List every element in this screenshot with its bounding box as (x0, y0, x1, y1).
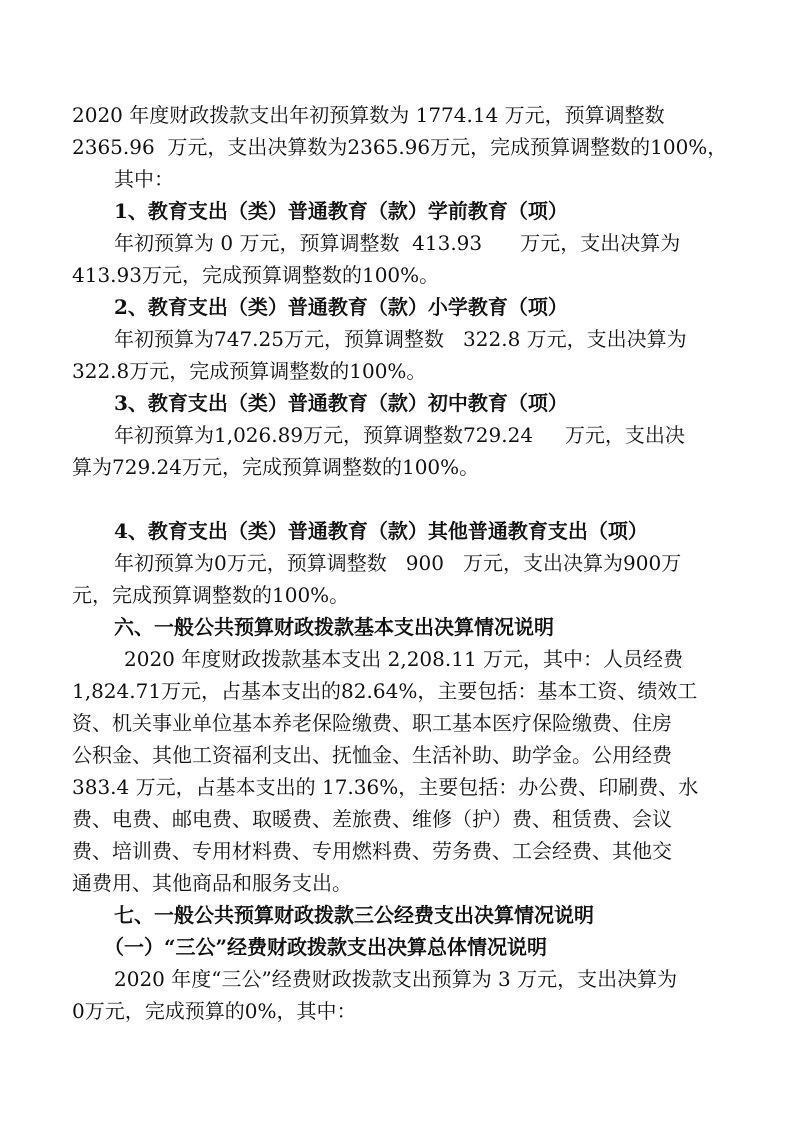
section-heading: 六、一般公共预算财政拨款基本支出决算情况说明 (114, 615, 554, 639)
text-line: 0万元，完成预算的0%，其中： (72, 999, 357, 1023)
text-line: 通费用、其他商品和服务支出。 (72, 871, 352, 895)
text-line: 1,824.71万元，占基本支出的82.64%，主要包括：基本工资、绩效工 (72, 679, 698, 703)
text-line: 年初预算为747.25万元，预算调整数 322.8 万元，支出决算为 (114, 327, 687, 351)
text-line: 年初预算为0万元，预算调整数 900 万元，支出决算为900万 (114, 551, 682, 575)
text-line: 年初预算为1,026.89万元，预算调整数729.24 万元，支出决 (114, 423, 685, 447)
text-line: 2020 年度“三公”经费财政拨款支出预算为 3 万元，支出决算为 (114, 967, 678, 991)
subsection-heading: （一）“三公”经费财政拨款支出决算总体情况说明 (104, 935, 548, 959)
text-line: 公积金、其他工资福利支出、抚恤金、生活补助、助学金。公用经费 (72, 743, 672, 767)
section-heading: 1、教育支出（类）普通教育（款）学前教育（项） (114, 199, 568, 223)
text-line: 算为729.24万元，完成预算调整数的100%。 (72, 455, 480, 479)
text-line: 费、电费、邮电费、取暖费、差旅费、维修（护）费、租赁费、会议 (72, 807, 672, 831)
text-line: 322.8万元，完成预算调整数的100%。 (72, 359, 427, 383)
section-heading: 4、教育支出（类）普通教育（款）其他普通教育支出（项） (114, 519, 648, 543)
text-line: 费、培训费、专用材料费、专用燃料费、劳务费、工会经费、其他交 (72, 839, 672, 863)
text-line: 年初预算为 0 万元，预算调整数 413.93 万元，支出决算为 (114, 231, 681, 255)
text-line: 383.4 万元，占基本支出的 17.36%，主要包括：办公费、印刷费、水 (72, 775, 699, 799)
text-line: 2020 年度财政拨款支出年初预算数为 1774.14 万元，预算调整数 (72, 103, 665, 127)
section-heading: 2、教育支出（类）普通教育（款）小学教育（项） (114, 295, 568, 319)
text-line: 2020 年度财政拨款基本支出 2,208.11 万元，其中：人员经费 (124, 647, 684, 671)
text-line: 资、机关事业单位基本养老保险缴费、职工基本医疗保险缴费、住房 (72, 711, 672, 735)
section-heading: 七、一般公共预算财政拨款三公经费支出决算情况说明 (114, 903, 594, 927)
text-line: 元，完成预算调整数的100%。 (72, 583, 350, 607)
section-heading: 3、教育支出（类）普通教育（款）初中教育（项） (114, 391, 568, 415)
text-line: 2365.96 万元，支出决算数为2365.96万元，完成预算调整数的100%， (72, 135, 728, 159)
text-line: 其中： (114, 167, 174, 191)
text-line: 413.93万元，完成预算调整数的100%。 (72, 263, 440, 287)
